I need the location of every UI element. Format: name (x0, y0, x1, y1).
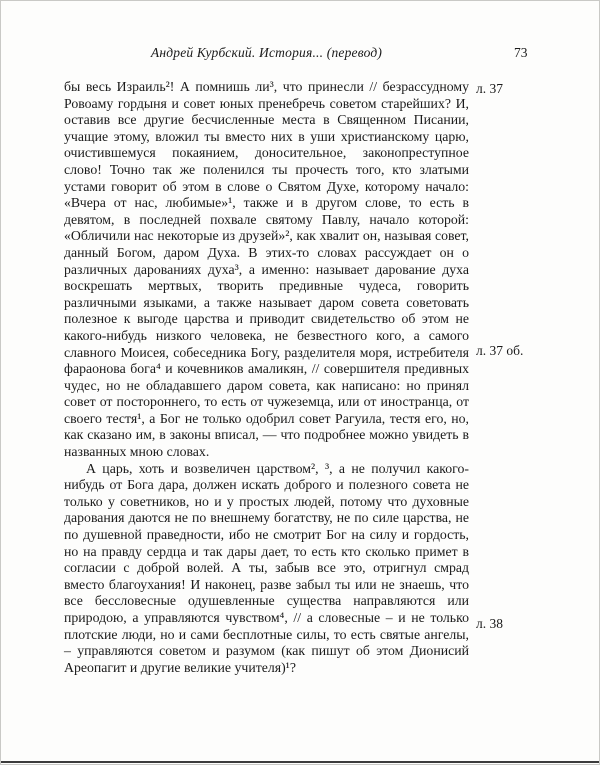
scan-edge (1, 761, 599, 763)
running-title: Андрей Курбский. История... (перевод) (150, 45, 383, 60)
folio-note-38: л. 38 (476, 616, 503, 631)
page-number: 73 (514, 45, 528, 60)
paragraph-2: А царь, хоть и возвеличен царством², ³, а не получил какого-нибудь от Бога дара, должен искать доброго и полезного совета не только у советников, но и у простых людей, потому что духовные дарования даются не по внешнему богатству, не по силе царства, не по душевной праведности, ибо не смотрит Бог на силу и гордость, но на правду сердца и так дары дает, то есть кто сколько примет в согласии с доброй волей. А ты, забыв все это, отригнул смрад вместо благоухания! И наконец, разве забыл ты или не знаешь, что все бессловесные одушевленные существа направляются или природою, а управляются чувством⁴, // а словесные – и не только плотские люди, но и сами бесплотные силы, то есть святые ангелы, – управляются советом и разумом (как пишут об этом Дионисий Ареопагит и другие великие учителя)¹? (64, 460, 469, 675)
folio-note-37: л. 37 (476, 81, 503, 96)
body-text (64, 79, 469, 676)
paragraph-1: бы весь Израиль²! А помнишь ли³, что принесли // безрассудному Ровоаму гордыня и совет юных пренебречь советом старейших? И, оставив все другие бесчисленные места в Священном Писании, учащие этому, вложил ты вместо них в уши христианскому царю, очистившемуся покаянием, доносительное, законопреступное слово! Точно так же поленился ты прочесть того, кто златыми устами говорит об этом в слове о Святом Духе, которому начало: «Вчера от нас, любимые»¹, также и в другом слове, то есть в девятом, в последней похвале святому Павлу, начало которой: «Обличили нас некоторые из друзей»², как хвалит он, называя совет, данный Богом, даром Духа. В этих-то словах рассуждает он о различных дарованиях духа³, а именно: называет дарование духа воскрешать мертвых, творить предивные чудеса, говорить различными языками, а также называет даром совета советовать полезное к выгоде царства и приводит свидетельство об этом не какого-нибудь низкого человека, не безвестного кого, а самого славного Моисея, собеседника Богу, разделителя моря, истребителя фараонова бога⁴ и кочевников амаликян, // совершителя предивных чудес, но не обладавшего даром совета, как написано: но принял совет от постороннего, то есть от чужеземца, или от иностранца, от своего тестя¹, а Бог не только одобрил совет Рагуила, тестя его, но, как сказано им, в законы вписал, — что подробнее можно увидеть в названных мною словах. (64, 79, 469, 460)
folio-note-37-verso: л. 37 об. (476, 343, 524, 358)
